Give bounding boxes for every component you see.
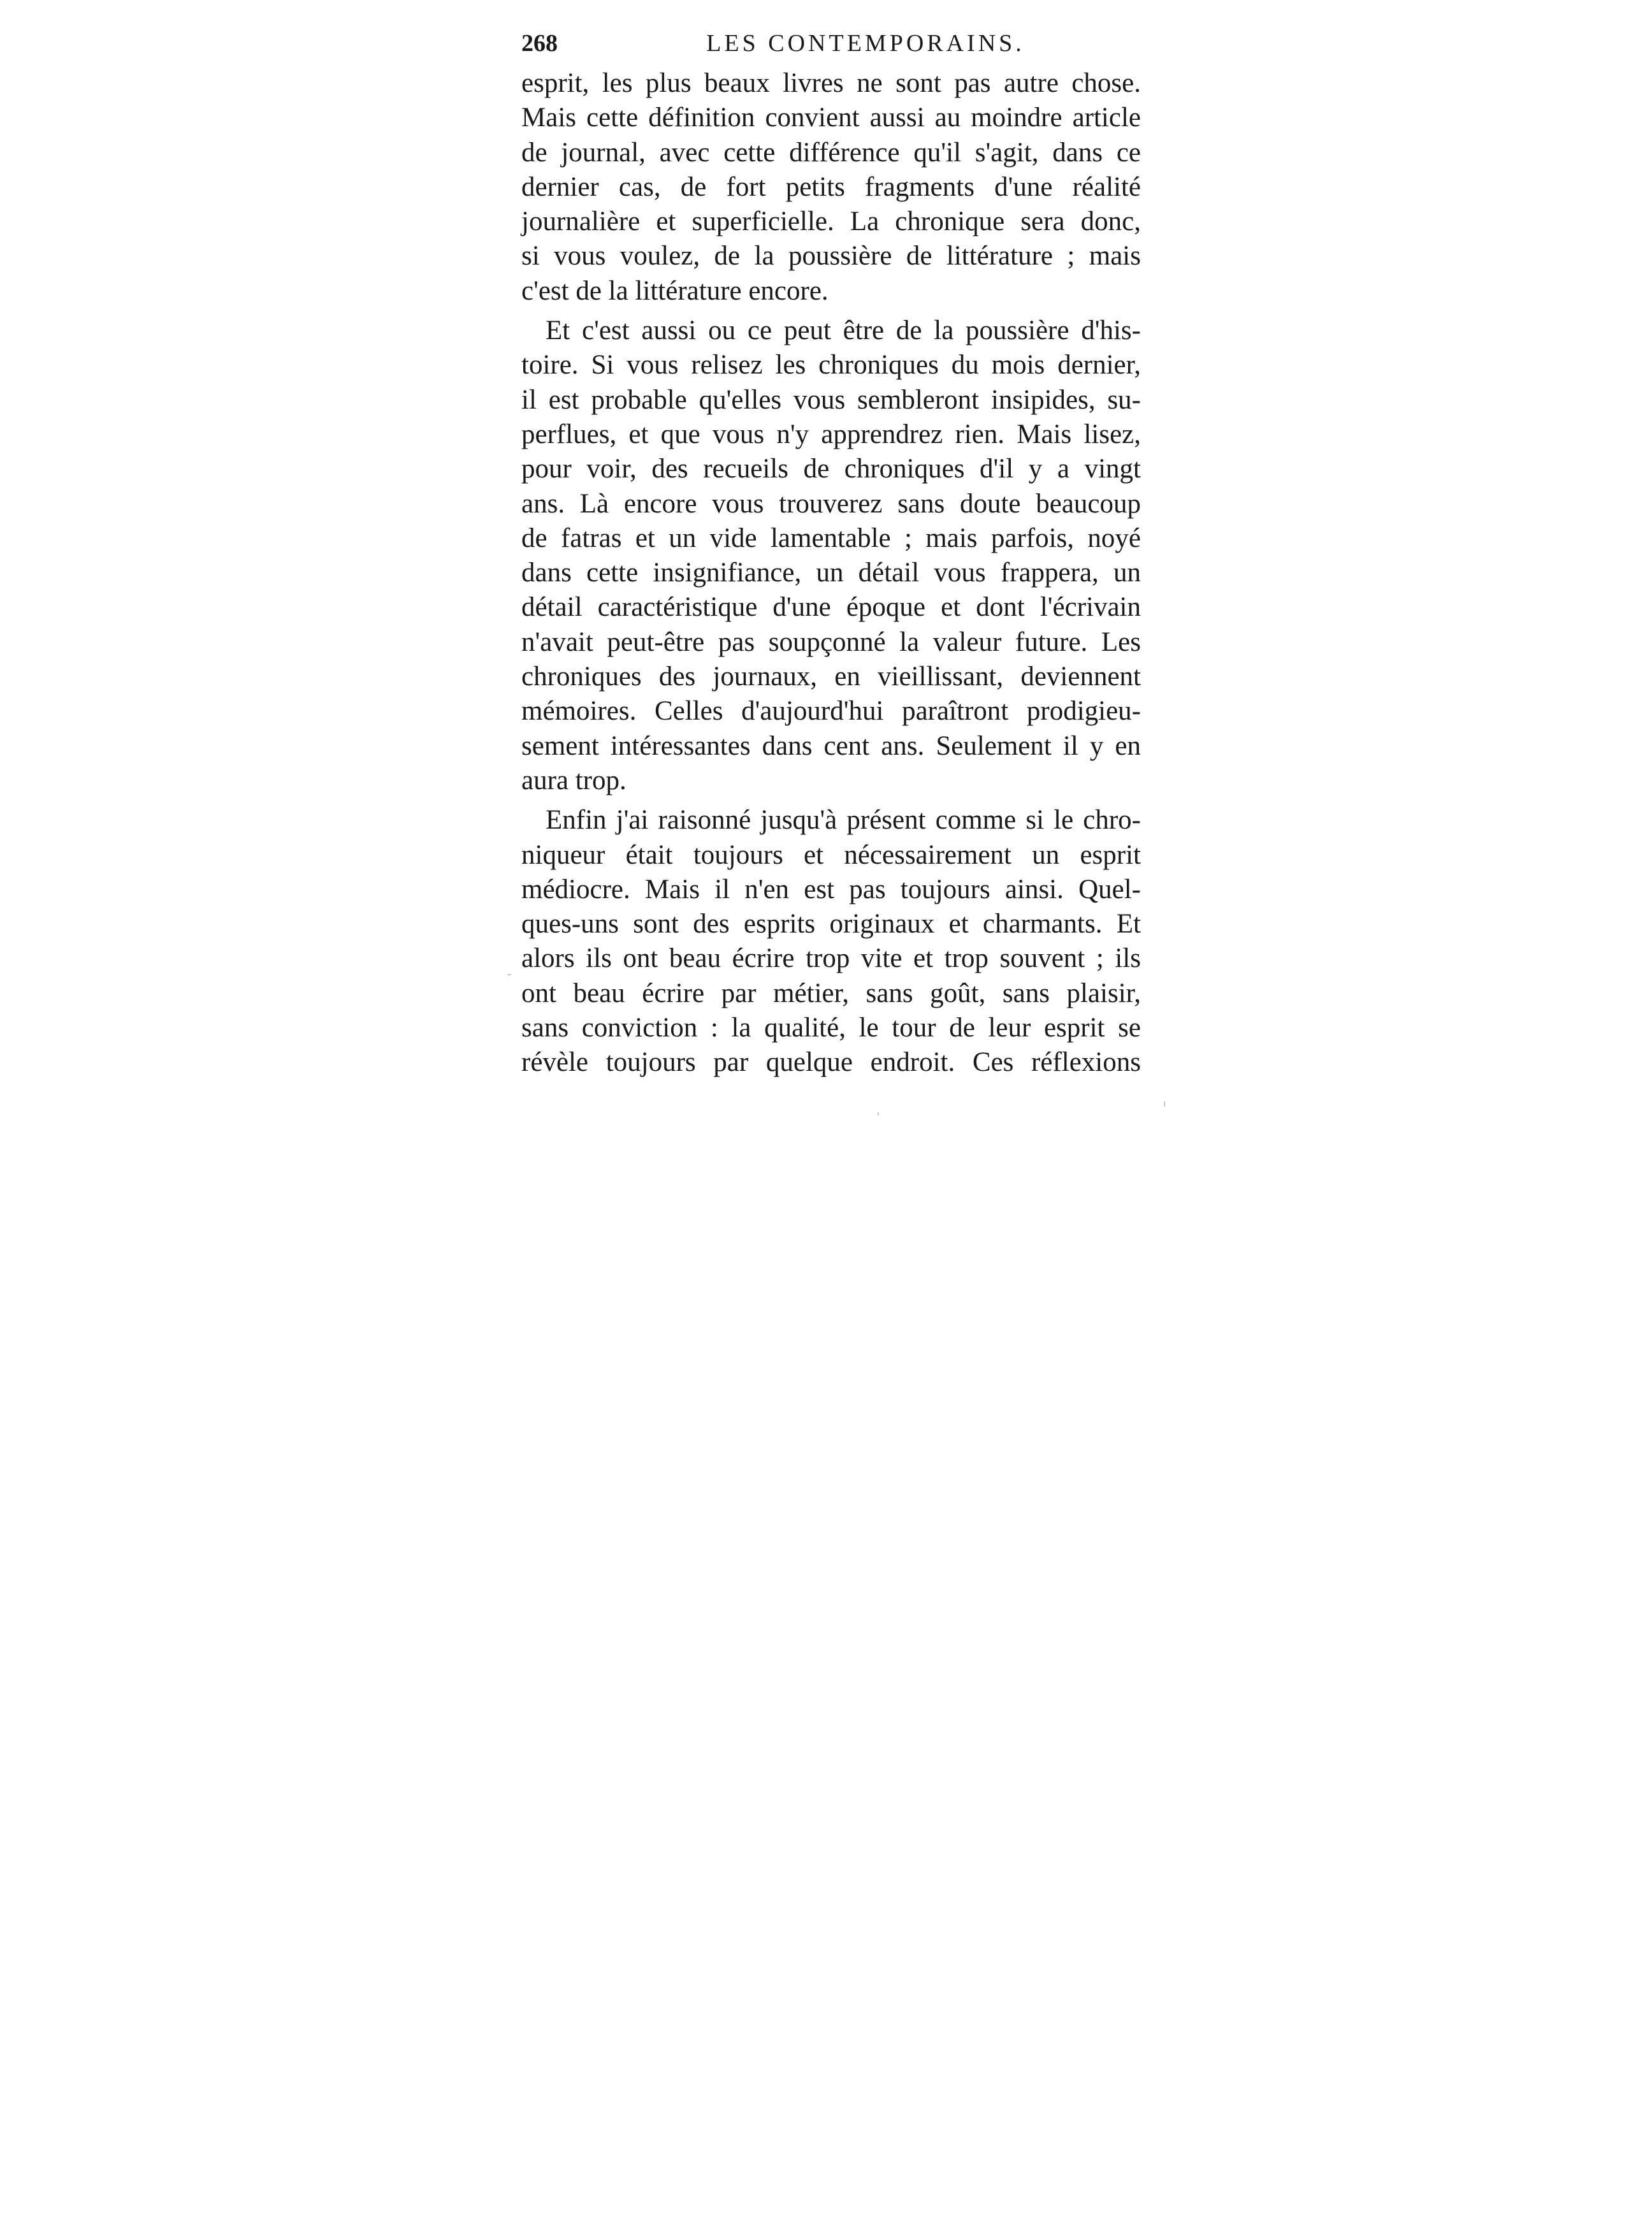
text-line: toire. Si vous relisez les chroniques du mois dernier, (521, 350, 1141, 381)
text-line: alors ils ont beau écrire trop vite et trop souvent ; ils (521, 943, 1141, 974)
text-line: ont beau écrire par métier, sans goût, sans plaisir, (521, 978, 1141, 1008)
text-line: n'avait peut-être pas soupçonné la valeur future. Les (521, 627, 1141, 657)
text-line: ans. Là encore vous trouverez sans doute beaucoup (521, 488, 1141, 519)
text-line: détail caractéristique d'une époque et dont l'écrivain (521, 592, 1141, 623)
text-line: révèle toujours par quelque endroit. Ces réflexions (521, 1047, 1141, 1078)
text-line: Et c'est aussi ou ce peut être de la poussière d'his- (546, 316, 1141, 346)
text-line: dernier cas, de fort petits fragments d'une réalité (521, 171, 1141, 202)
running-title: LES CONTEMPORAINS. (706, 30, 1025, 57)
text-line: aura trop. (521, 765, 627, 795)
text-line: esprit, les plus beaux livres ne sont pas autre chose. (521, 68, 1141, 98)
text-line: niqueur était toujours et nécessairement un esprit (521, 839, 1141, 870)
scan-speck (507, 974, 511, 975)
text-line: de journal, avec cette différence qu'il s'agit, dans ce (521, 137, 1141, 168)
paragraph-3 (521, 803, 1141, 1080)
text-line: de fatras et un vide lamentable ; mais parfois, noyé (521, 523, 1141, 553)
text-line: médiocre. Mais il n'en est pas toujours ainsi. Quel- (521, 874, 1141, 904)
text-line: pour voir, des recueils de chroniques d'il y a vingt (521, 454, 1141, 484)
page-number: 268 (521, 30, 558, 57)
scan-speck (878, 1112, 879, 1115)
text-line: sement intéressantes dans cent ans. Seulement il y en (521, 730, 1141, 761)
text-line: si vous voulez, de la poussière de littérature ; mais (521, 241, 1141, 272)
text-line: il est probable qu'elles vous sembleront insipides, su- (521, 384, 1141, 415)
text-line: journalière et superficielle. La chronique sera donc, (521, 207, 1141, 237)
text-line: dans cette insignifiance, un détail vous frappera, un (521, 558, 1141, 588)
text-line: chroniques des journaux, en vieillissant, deviennent (521, 662, 1141, 692)
text-line: c'est de la littérature encore. (521, 275, 829, 306)
scan-speck (1164, 1101, 1165, 1107)
text-line: Enfin j'ai raisonné jusqu'à présent comme si le chro- (546, 805, 1141, 836)
paragraph-1 (521, 66, 1141, 309)
text-line: ques-uns sont des esprits originaux et charmants. Et (521, 909, 1141, 940)
text-line: mémoires. Celles d'aujourd'hui paraîtront prodigieu- (521, 696, 1141, 727)
text-line: perflues, et que vous n'y apprendrez rien. Mais lisez, (521, 419, 1141, 449)
body-text (521, 66, 1141, 1080)
text-line: Mais cette définition convient aussi au moindre article (521, 103, 1141, 133)
text-line: sans conviction : la qualité, le tour de leur esprit se (521, 1013, 1141, 1043)
paragraph-2 (521, 314, 1141, 798)
